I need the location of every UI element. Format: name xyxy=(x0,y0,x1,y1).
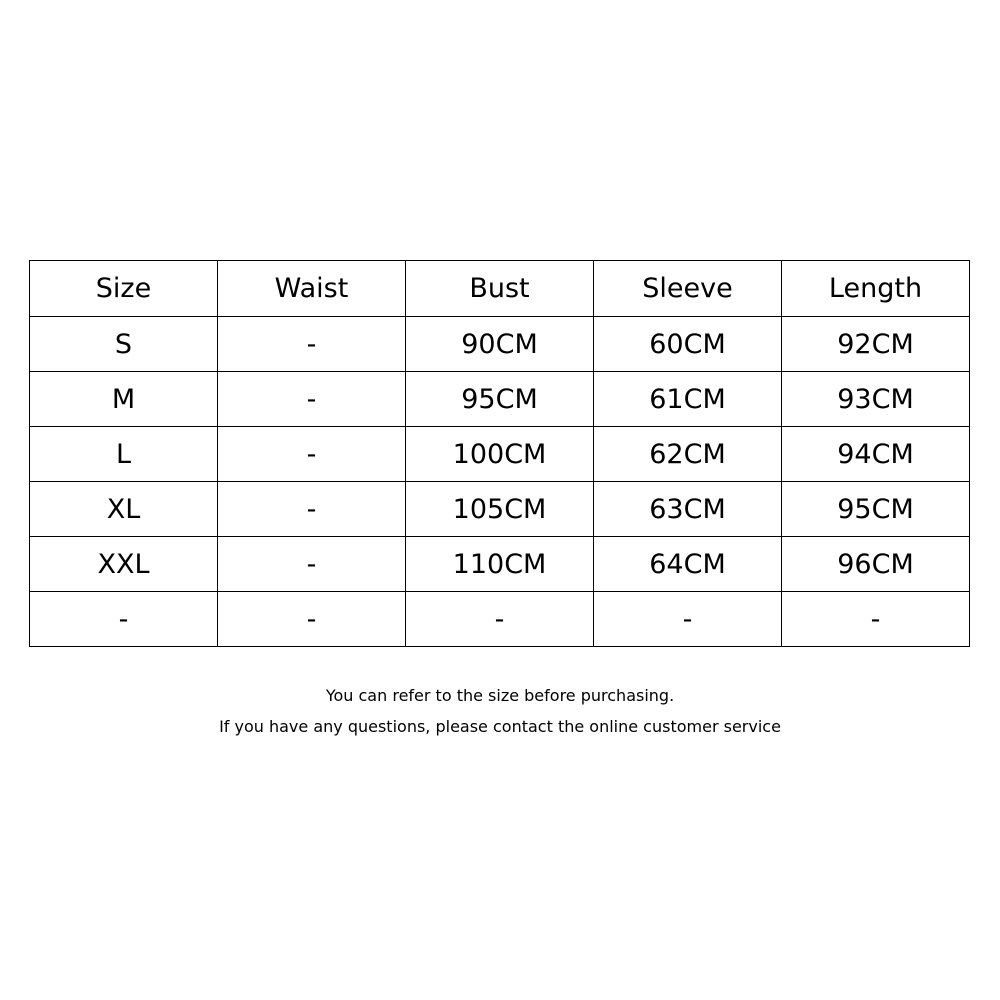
cell-length: 93CM xyxy=(782,372,970,427)
cell-length: 92CM xyxy=(782,317,970,372)
cell-waist: - xyxy=(218,317,406,372)
cell-sleeve: - xyxy=(594,592,782,647)
cell-size: M xyxy=(30,372,218,427)
cell-bust: 100CM xyxy=(406,427,594,482)
cell-sleeve: 62CM xyxy=(594,427,782,482)
header-waist: Waist xyxy=(218,261,406,317)
cell-length: 95CM xyxy=(782,482,970,537)
cell-waist: - xyxy=(218,427,406,482)
cell-waist: - xyxy=(218,372,406,427)
cell-bust: 95CM xyxy=(406,372,594,427)
size-notes xyxy=(0,680,1000,742)
cell-bust: 105CM xyxy=(406,482,594,537)
size-chart-table xyxy=(29,260,970,647)
cell-size: XXL xyxy=(30,537,218,592)
table-row xyxy=(30,317,970,372)
header-bust: Bust xyxy=(406,261,594,317)
cell-waist: - xyxy=(218,537,406,592)
cell-size: S xyxy=(30,317,218,372)
table-row xyxy=(30,537,970,592)
note-line-refer-size: You can refer to the size before purchasing. xyxy=(325,686,675,705)
cell-size: XL xyxy=(30,482,218,537)
table-header-row xyxy=(30,261,970,317)
cell-sleeve: 63CM xyxy=(594,482,782,537)
cell-waist: - xyxy=(218,482,406,537)
table-row xyxy=(30,427,970,482)
note-line-contact-service: If you have any questions, please contact the online customer service xyxy=(219,717,781,736)
header-sleeve: Sleeve xyxy=(594,261,782,317)
header-size: Size xyxy=(30,261,218,317)
cell-size: L xyxy=(30,427,218,482)
cell-size: - xyxy=(30,592,218,647)
table-row xyxy=(30,372,970,427)
cell-bust: 110CM xyxy=(406,537,594,592)
cell-sleeve: 64CM xyxy=(594,537,782,592)
cell-length: 96CM xyxy=(782,537,970,592)
cell-sleeve: 60CM xyxy=(594,317,782,372)
cell-length: - xyxy=(782,592,970,647)
cell-waist: - xyxy=(218,592,406,647)
header-length: Length xyxy=(782,261,970,317)
cell-sleeve: 61CM xyxy=(594,372,782,427)
table-row xyxy=(30,592,970,647)
cell-bust: - xyxy=(406,592,594,647)
cell-bust: 90CM xyxy=(406,317,594,372)
table-row xyxy=(30,482,970,537)
cell-length: 94CM xyxy=(782,427,970,482)
